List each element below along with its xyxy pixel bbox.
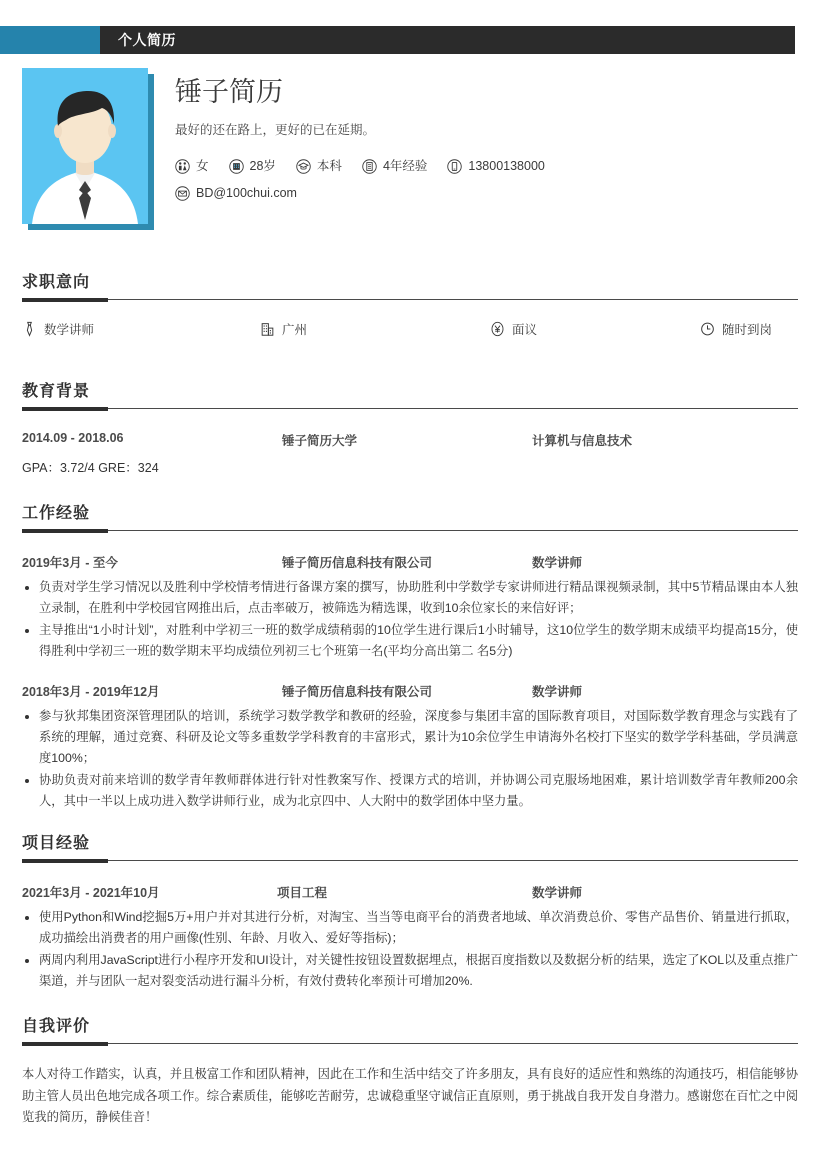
section-title: 工作经验: [22, 505, 91, 522]
section-header: [22, 503, 798, 537]
section-underline: [22, 529, 108, 533]
section-divider: [22, 1043, 798, 1044]
work-date: 2018年3月 - 2019年12月: [22, 685, 160, 699]
list-item: 参与狄邦集团资深管理团队的培训，系统学习数学教学和教研的经验，深度参与集团丰富的国际教育项目，对国际数学教育理念与实践有了系统的理解，通过竞赛、科研及论文等多重数学学科教育的丰富形式，累计为10余位学生申请海外名校打下坚实的数学学科基础，学员满意度100%；: [22, 706, 798, 769]
section-header: [22, 1016, 798, 1050]
work-bullets: [22, 706, 798, 812]
project-entry-header: [22, 877, 798, 901]
profile-name: 锤子简历: [175, 77, 283, 107]
intention-position-value: 数学讲师: [44, 323, 95, 337]
education-body: [22, 415, 798, 476]
work-entry-header: [22, 676, 798, 700]
job-intention-row: [22, 306, 798, 338]
clock-icon: [700, 321, 715, 337]
meta-experience-value: 4年经验: [382, 159, 428, 174]
profile-text-block: [175, 78, 795, 201]
work-company: 锤子简历信息科技有限公司: [282, 685, 433, 699]
education-major: 计算机与信息技术: [532, 434, 633, 448]
intention-city-value: 广州: [282, 323, 308, 337]
education-entry: [22, 425, 798, 476]
section-divider: [22, 860, 798, 861]
section-underline: [22, 1042, 108, 1046]
person-avatar-illustration: [22, 68, 148, 224]
section-header: [22, 381, 798, 415]
page-title: 个人简历: [118, 32, 176, 48]
work-role: 数学讲师: [532, 685, 583, 699]
section-header: [22, 833, 798, 867]
meta-age: [229, 159, 276, 174]
meta-email-value: BD@100chui.com: [196, 186, 297, 201]
list-item: 协助负责对前来培训的数学青年教师群体进行针对性教案写作、授课方式的培训，并协调公司克服场地困难，累计培训数学青年教师200余人，其中一半以上成功进入数学讲师行业，成为北京四中、人大附中的数学团体中坚力量。: [22, 770, 798, 812]
section-divider: [22, 408, 798, 409]
section-project-experience: [22, 833, 798, 996]
section-divider: [22, 530, 798, 531]
list-item: 主导推出“1小时计划”，对胜利中学初三一班的数学成绩稍弱的10位学生进行课后1小时辅导，这10位学生的数学期末成绩平均提高15分，使得胜利中学初三一班的数学期末平均成绩位列初三七个班第一名(平均分高出第二 名5分): [22, 620, 798, 662]
meta-phone: [447, 159, 544, 174]
meta-education: [296, 159, 342, 174]
section-work-experience: [22, 503, 798, 816]
meta-age-value: 28岁: [249, 159, 276, 174]
envelope-icon: [175, 186, 190, 201]
list-item: 负责对学生学习情况以及胜利中学校情考情进行备课方案的撰写，协助胜利中学数学专家讲师进行精品课视频录制，其中5节精品课由本人独立录制，在胜利中学校园官网推出后，点击率破万，被筛选为精选课，收到10余位家长的来信好评；: [22, 577, 798, 619]
calendar-icon: [229, 159, 244, 174]
intention-salary: [490, 320, 700, 338]
section-title: 求职意向: [22, 274, 91, 291]
graduation-cap-icon: [296, 159, 311, 174]
avatar-photo: [22, 68, 148, 224]
section-underline: [22, 407, 108, 411]
meta-phone-value: 13800138000: [468, 159, 545, 174]
list-item: 两周内利用JavaScript进行小程序开发和UI设计，对关键性按钮设置数据埋点，根据百度指数以及数据分析的结果，选定了KOL以及重点推广渠道，并与团队一起对裂变活动进行漏斗分析，有效付费转化率预计可增加20%.: [22, 950, 798, 992]
intention-availability-value: 随时到岗: [722, 323, 773, 337]
intention-city: [260, 320, 490, 338]
education-date: 2014.09 - 2018.06: [22, 431, 124, 445]
meta-email: [175, 186, 297, 201]
section-divider: [22, 299, 798, 300]
section-title: 自我评价: [22, 1018, 91, 1035]
section-education: [22, 381, 798, 480]
page-header-bar: [0, 26, 795, 54]
section-title: 项目经验: [22, 835, 91, 852]
intention-position: [22, 320, 260, 338]
gender-icon: [175, 159, 190, 174]
profile-meta-row-1: [175, 159, 795, 174]
education-entry-header: [22, 425, 798, 449]
meta-experience: [362, 159, 427, 174]
project-date: 2021年3月 - 2021年10月: [22, 886, 160, 900]
section-underline: [22, 298, 108, 302]
list-item: 使用Python和Wind挖掘5万+用户并对其进行分析，对淘宝、当当等电商平台的消费者地域、单次消费总价、零售产品售价、销量进行抓取，成功描绘出消费者的用户画像(性别、年龄、月收入、爱好等指标)；: [22, 907, 798, 949]
education-school: 锤子简历大学: [282, 434, 358, 448]
project-name: 项目工程: [277, 886, 328, 900]
work-role: 数学讲师: [532, 556, 583, 570]
intention-salary-value: 面议: [512, 323, 538, 337]
meta-gender: [175, 159, 209, 174]
self-evaluation-text: 本人对待工作踏实，认真，并且极富工作和团队精神，因此在工作和生活中结交了许多朋友，具有良好的适应性和熟练的沟通技巧，相信能够协助主管人员出色地完成各项工作。综合素质佳，能够吃苦耐劳，忠诚稳重坚守诚信正直原则，勇于挑战自我开发自身潜力。感谢您在百忙之中阅览我的简历，静候佳音！: [22, 1067, 798, 1124]
yen-icon: [490, 321, 505, 337]
meta-gender-value: 女: [196, 159, 209, 174]
avatar: [22, 68, 154, 230]
project-body: [22, 867, 798, 992]
work-company: 锤子简历信息科技有限公司: [282, 556, 433, 570]
profile-slogan: 最好的还在路上，更好的已在延期。: [175, 122, 376, 137]
work-entry-header: [22, 547, 798, 571]
section-underline: [22, 859, 108, 863]
building-icon: [260, 321, 275, 337]
tie-icon: [22, 321, 37, 337]
profile-header: [0, 68, 820, 248]
meta-education-value: 本科: [316, 159, 342, 174]
document-icon: [362, 159, 377, 174]
profile-meta-row-2: [175, 186, 795, 201]
work-entry: [22, 676, 798, 812]
education-scores: GPA：3.72/4 GRE：324: [22, 461, 159, 475]
header-accent-block: [0, 26, 100, 54]
work-bullets: [22, 577, 798, 662]
section-job-intention: [22, 272, 798, 338]
project-bullets: [22, 907, 798, 992]
section-header: [22, 272, 798, 306]
project-role: 数学讲师: [532, 886, 583, 900]
intention-availability: [700, 320, 772, 338]
work-body: [22, 537, 798, 812]
project-entry: [22, 877, 798, 992]
work-date: 2019年3月 - 至今: [22, 556, 118, 570]
section-title: 教育背景: [22, 383, 91, 400]
work-entry: [22, 547, 798, 662]
phone-icon: [447, 159, 462, 174]
section-self-evaluation: [22, 1016, 798, 1129]
